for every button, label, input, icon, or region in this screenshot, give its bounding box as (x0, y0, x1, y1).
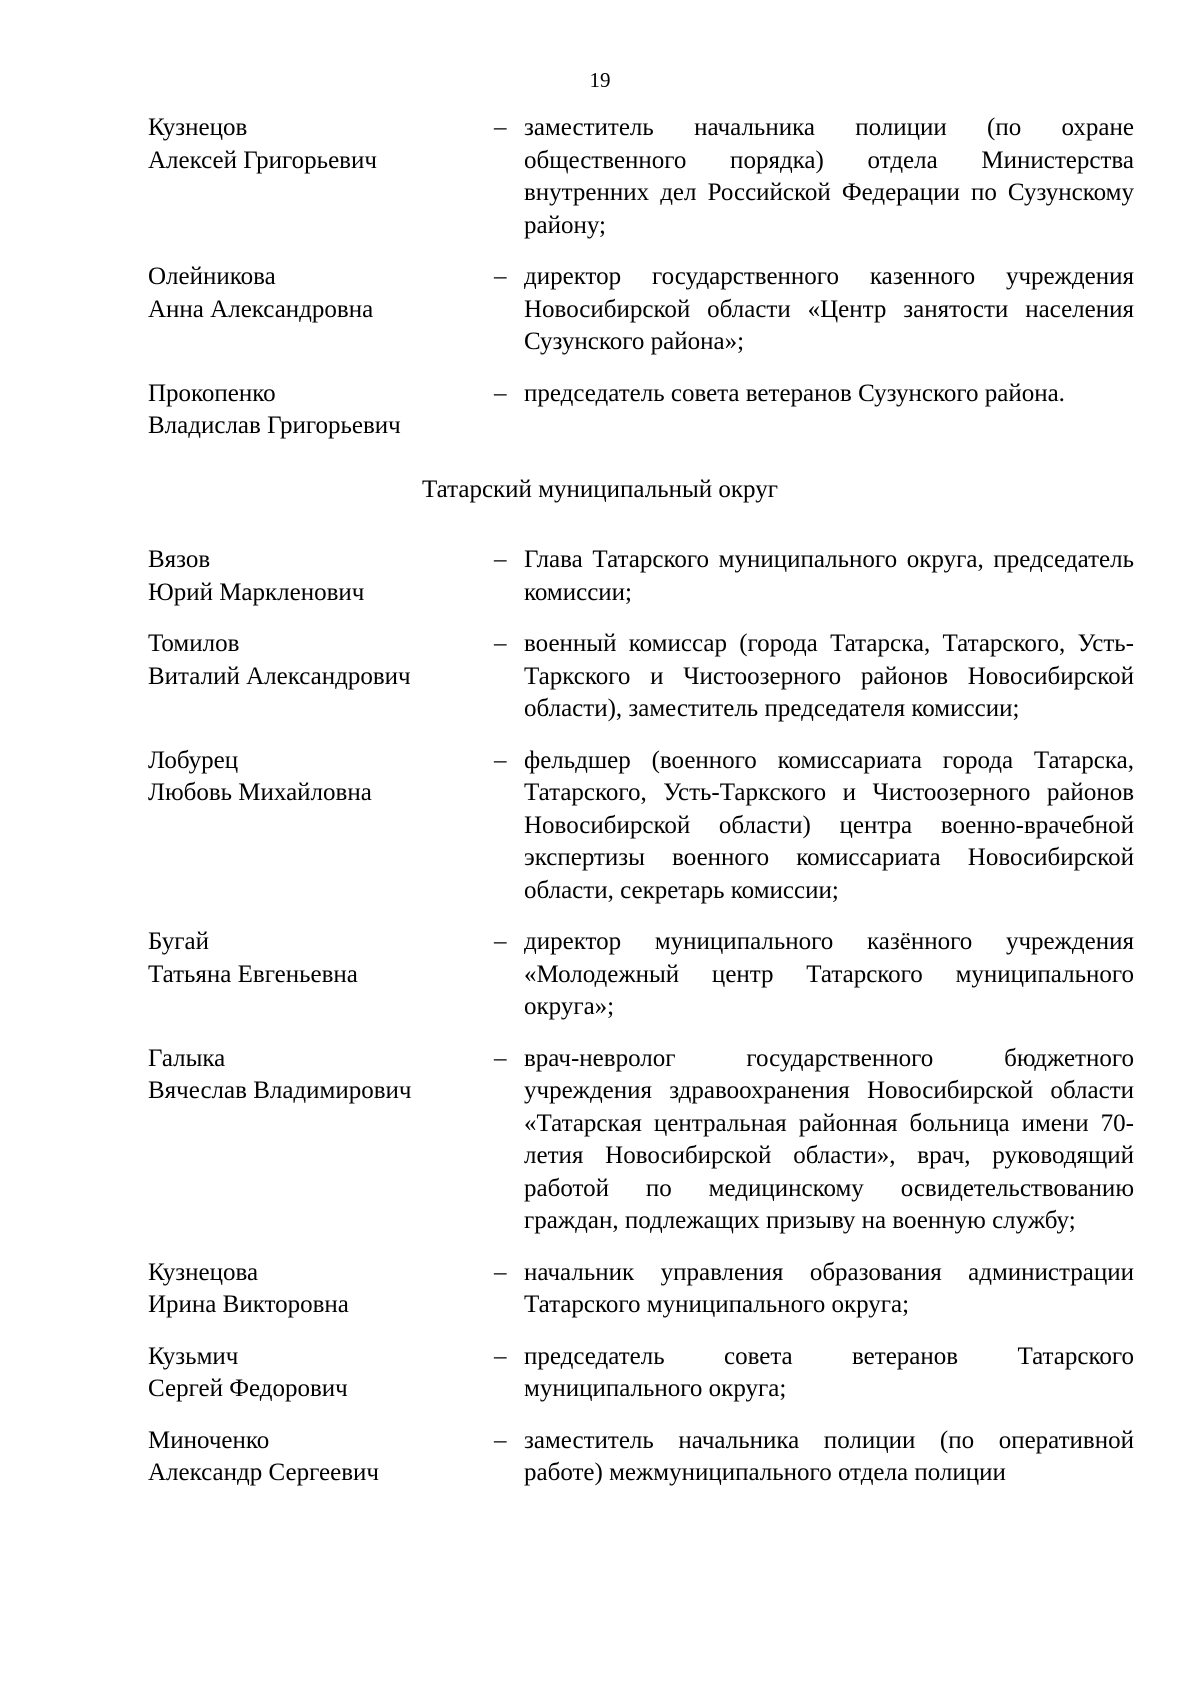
member-given-name: Анна Александровна (148, 295, 374, 323)
page-number: 19 (589, 68, 611, 92)
dash-separator: – (494, 928, 507, 955)
dash-separator: – (494, 746, 507, 774)
upper-member-list (0, 112, 1200, 443)
dash-separator: – (494, 1044, 507, 1072)
dash-separator: – (494, 1342, 507, 1370)
member-given-name: Александр Сергеевич (148, 1459, 379, 1486)
member-position: председатель совета ветеранов Сузунского района. (524, 379, 1065, 407)
member-entry (0, 544, 1200, 609)
member-entry (0, 112, 1200, 242)
member-given-name: Любовь Михайловна (148, 779, 372, 806)
member-given-name: Виталий Александрович (148, 662, 411, 690)
dash-separator: – (494, 263, 507, 290)
member-given-name: Владислав Григорьевич (148, 412, 401, 439)
dash-separator: – (494, 1258, 507, 1286)
member-position: военный комиссар (города Татарска, Татарского, Усть-Таркского и Чистоозерного районов Новосибирской области), заместитель председателя комиссии; (524, 630, 1134, 722)
member-given-name: Сергей Федорович (148, 1375, 348, 1402)
member-name (148, 261, 458, 326)
member-entry (0, 1043, 1200, 1238)
member-name (148, 112, 458, 177)
member-surname: Вязов (148, 546, 211, 573)
member-name (148, 1257, 458, 1322)
member-name (148, 745, 458, 810)
member-entry (0, 1341, 1200, 1406)
member-surname: Кузнецов (148, 114, 248, 141)
dash-separator: – (494, 630, 507, 657)
member-entry (0, 745, 1200, 908)
member-name (148, 544, 458, 609)
member-surname: Кузьмич (148, 1342, 239, 1370)
dash-separator: – (494, 379, 507, 407)
member-entry (0, 261, 1200, 359)
member-position: фельдшер (военного комиссариата города Татарска, Татарского, Усть-Таркского и Чистоозерного районов Новосибирской области) центра военно-врачебной экспертизы военного комиссариата Новосибирской области, секретарь комиссии; (524, 746, 1134, 904)
member-position: директор государственного казенного учреждения Новосибирской области «Центр занятости населения Сузунского района»; (524, 263, 1134, 355)
member-position: Глава Татарского муниципального округа, председатель комиссии; (524, 546, 1134, 606)
section-heading: Татарский муниципальный округ (422, 476, 778, 503)
member-position: врач-невролог государственного бюджетного учреждения здравоохранения Новосибирской области «Татарская центральная районная больница имени 70-летия Новосибирской области», врач, руководящий работой по медицинскому освидетельствованию граждан, подлежащих призыву на военную службу; (524, 1044, 1134, 1234)
member-entry (0, 1257, 1200, 1322)
member-surname: Бугай (148, 928, 209, 955)
member-name (148, 926, 458, 991)
member-position: директор муниципального казённого учреждения «Молодежный центр Татарского муниципального округа»; (524, 928, 1134, 1020)
dash-separator: – (494, 546, 507, 573)
member-name (148, 628, 458, 693)
member-position: начальник управления образования администрации Татарского муниципального округа; (524, 1258, 1134, 1318)
dash-separator: – (494, 114, 507, 141)
member-entry (0, 628, 1200, 726)
dash-separator: – (494, 1426, 507, 1454)
member-given-name: Алексей Григорьевич (148, 146, 377, 174)
member-given-name: Юрий Маркленович (148, 578, 365, 606)
lower-member-list (0, 544, 1200, 1490)
member-surname: Томилов (148, 630, 240, 657)
member-given-name: Вячеслав Владимирович (148, 1077, 412, 1104)
member-given-name: Татьяна Евгеньевна (148, 960, 358, 988)
member-surname: Прокопенко (148, 379, 276, 407)
member-surname: Кузнецова (148, 1258, 259, 1286)
member-surname: Галыка (148, 1044, 226, 1072)
member-position: председатель совета ветеранов Татарского муниципального округа; (524, 1342, 1134, 1402)
member-surname: Лобурец (148, 746, 239, 774)
member-name (148, 1043, 458, 1108)
member-surname: Миноченко (148, 1426, 270, 1454)
member-given-name: Ирина Викторовна (148, 1291, 349, 1318)
member-name (148, 1425, 458, 1490)
member-entry (0, 1425, 1200, 1490)
member-position: заместитель начальника полиции (по охране общественного порядка) отдела Министерства внутренних дел Российской Федерации по Сузунскому району; (524, 114, 1134, 239)
member-position: заместитель начальника полиции (по оперативной работе) межмуниципального отдела полиции (524, 1426, 1134, 1486)
member-name (148, 378, 458, 443)
member-surname: Олейникова (148, 263, 276, 290)
member-name (148, 1341, 458, 1406)
member-entry (0, 378, 1200, 443)
member-entry (0, 926, 1200, 1024)
